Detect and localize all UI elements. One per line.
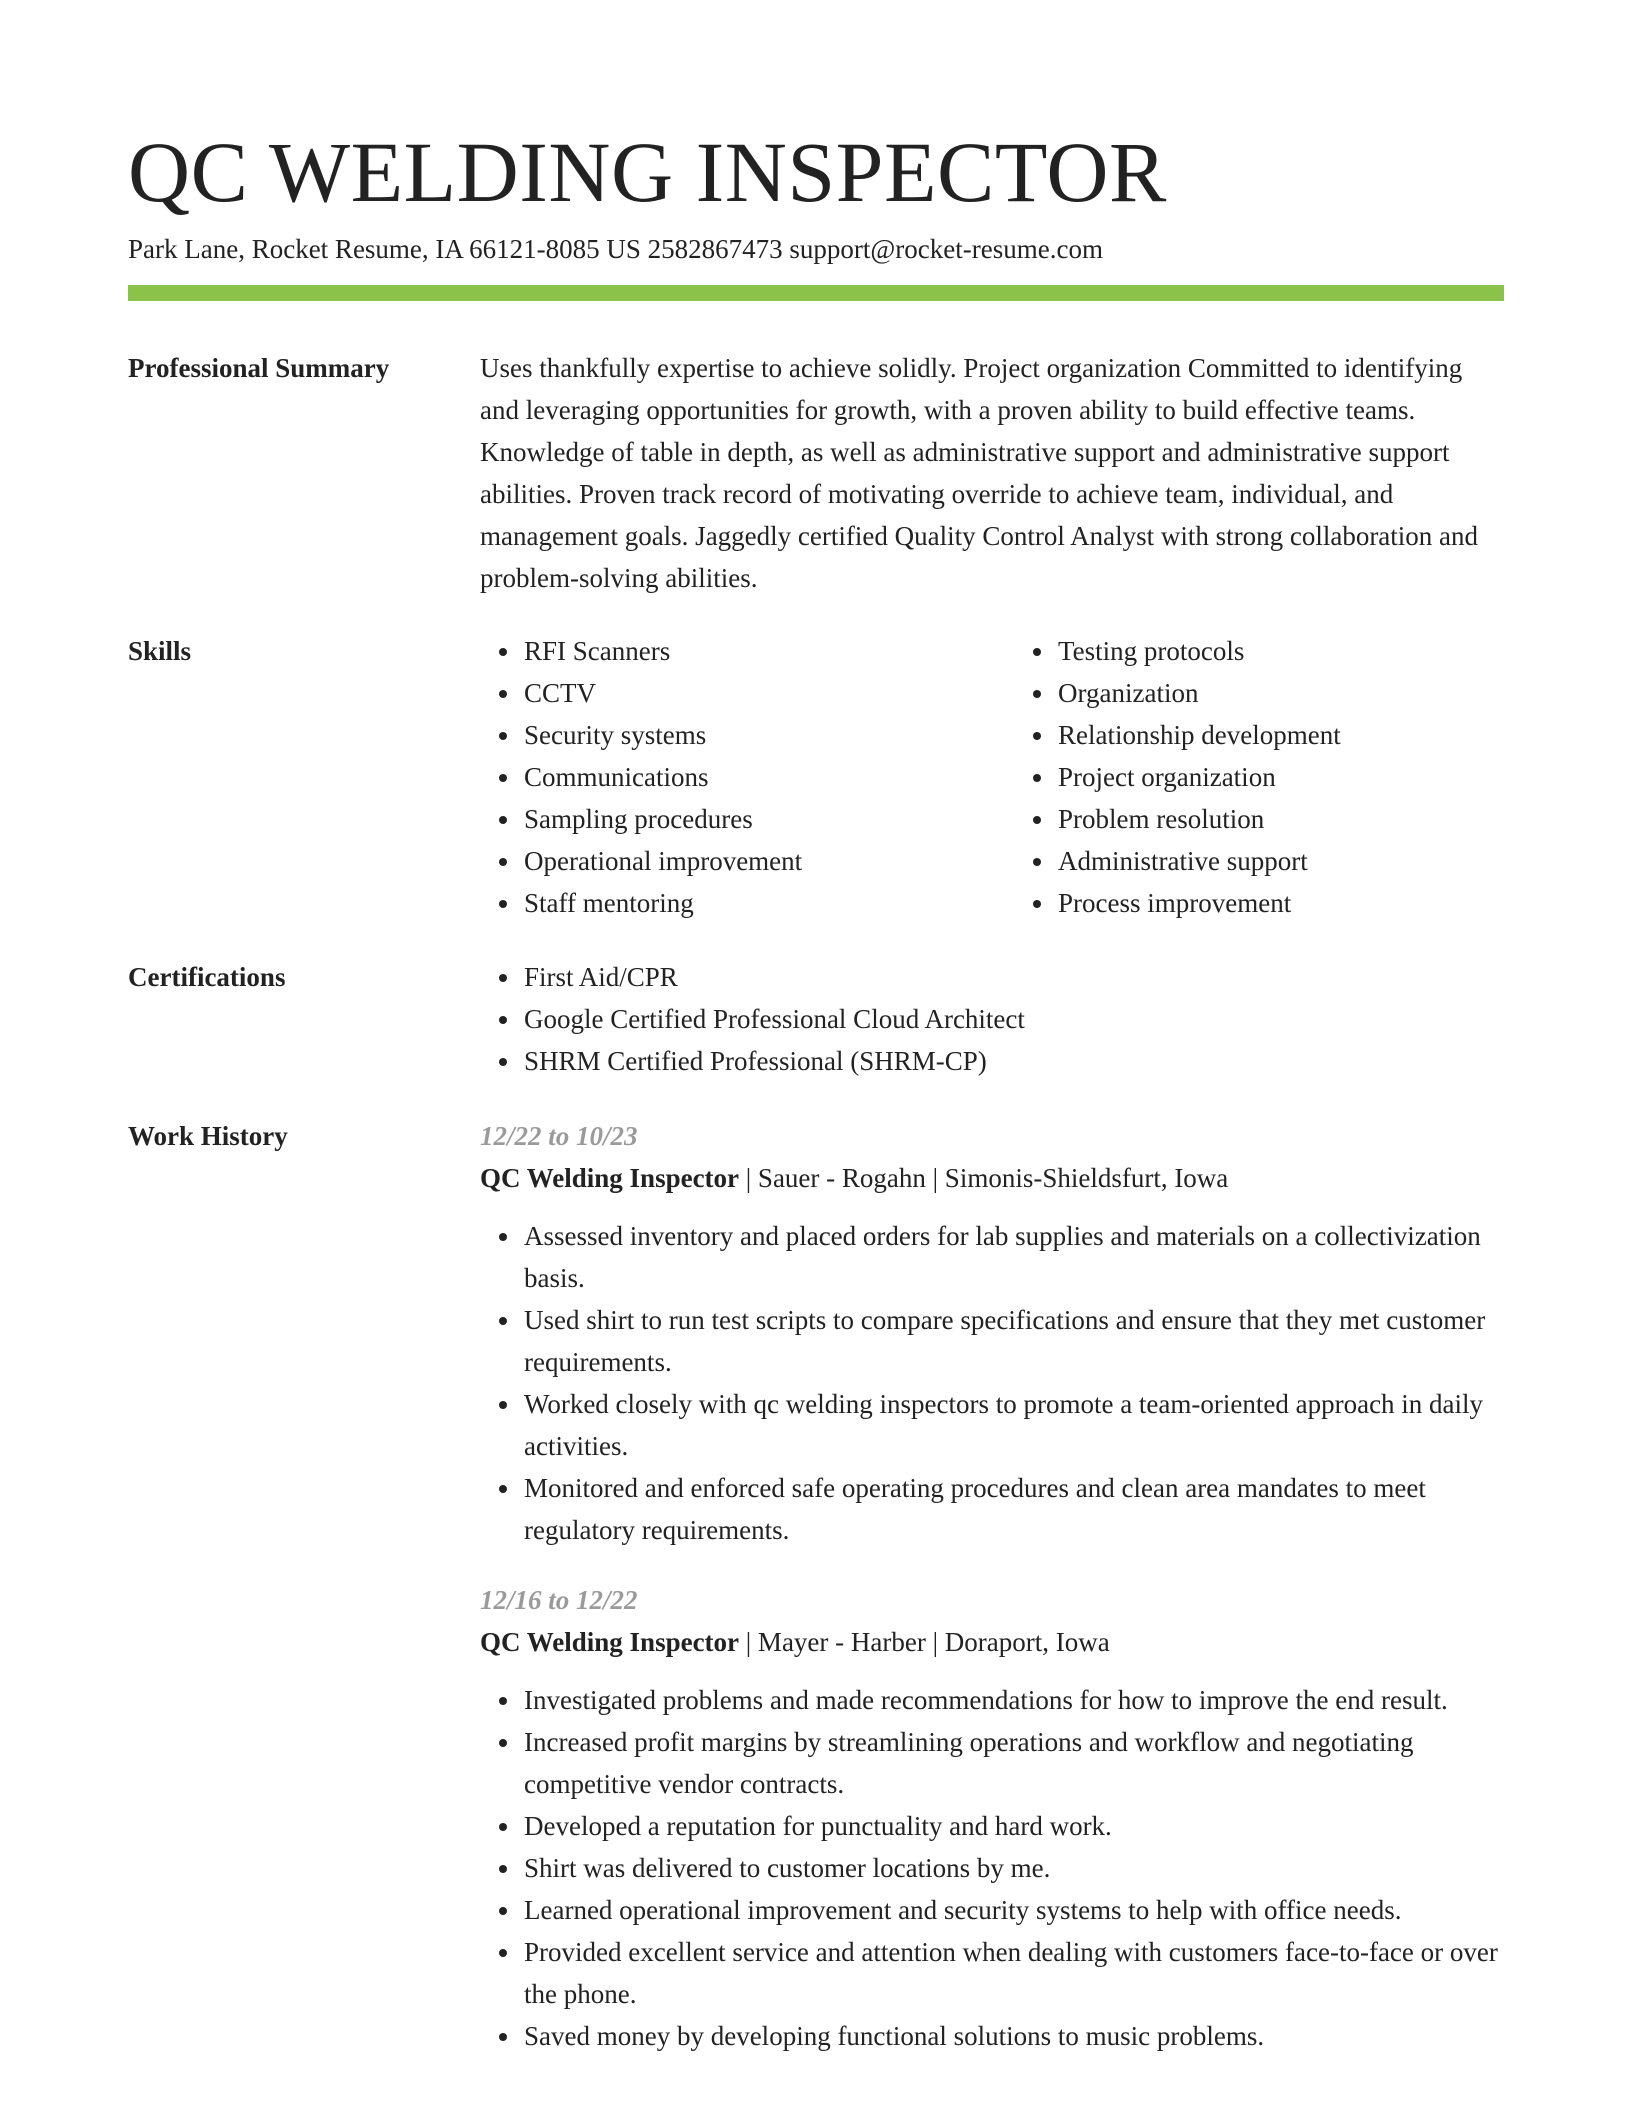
skill-item: Security systems bbox=[524, 714, 970, 756]
job-bullet: Developed a reputation for punctuality and hard work. bbox=[524, 1805, 1504, 1847]
skill-item: Sampling procedures bbox=[524, 798, 970, 840]
job-bullet: Used shirt to run test scripts to compare specifications and ensure that they met customer requirements. bbox=[524, 1299, 1504, 1383]
skill-item: Process improvement bbox=[1058, 882, 1504, 924]
job-bullets bbox=[480, 1215, 1504, 1551]
skill-item: Staff mentoring bbox=[524, 882, 970, 924]
job-bullet: Shirt was delivered to customer locations by me. bbox=[524, 1847, 1504, 1889]
skill-item: Administrative support bbox=[1058, 840, 1504, 882]
certifications-list bbox=[480, 956, 1504, 1082]
skill-item: Communications bbox=[524, 756, 970, 798]
job-bullet: Worked closely with qc welding inspectors to promote a team-oriented approach in daily activities. bbox=[524, 1383, 1504, 1467]
job-bullet: Investigated problems and made recommendations for how to improve the end result. bbox=[524, 1679, 1504, 1721]
certifications-body bbox=[480, 956, 1504, 1082]
work-history-heading: Work History bbox=[128, 1121, 288, 1151]
summary-heading: Professional Summary bbox=[128, 353, 390, 383]
skill-item: Operational improvement bbox=[524, 840, 970, 882]
job-employer-location: | Mayer - Harber | Doraport, Iowa bbox=[739, 1627, 1110, 1657]
job-title: QC Welding Inspector bbox=[480, 1163, 740, 1193]
contact-line: Park Lane, Rocket Resume, IA 66121-8085 US 2582867473 support@rocket-resume.com bbox=[128, 234, 1103, 264]
certification-item: First Aid/CPR bbox=[524, 956, 1504, 998]
skill-item: Problem resolution bbox=[1058, 798, 1504, 840]
job-bullet: Increased profit margins by streamlining operations and workflow and negotiating competitive vendor contracts. bbox=[524, 1721, 1504, 1805]
job-bullet: Monitored and enforced safe operating procedures and clean area mandates to meet regulatory requirements. bbox=[524, 1467, 1504, 1551]
skills-list-left bbox=[480, 630, 970, 924]
accent-rule bbox=[128, 285, 1504, 301]
work-history-body bbox=[480, 1115, 1504, 2057]
job-entry bbox=[480, 1115, 1504, 1551]
summary-body bbox=[480, 347, 1504, 599]
certification-item: SHRM Certified Professional (SHRM-CP) bbox=[524, 1040, 1504, 1082]
job-heading bbox=[480, 1157, 1504, 1199]
skill-item: RFI Scanners bbox=[524, 630, 970, 672]
job-bullet: Provided excellent service and attention when dealing with customers face-to-face or over the phone. bbox=[524, 1931, 1504, 2015]
job-dates: 12/22 to 10/23 bbox=[480, 1121, 638, 1151]
certification-item: Google Certified Professional Cloud Architect bbox=[524, 998, 1504, 1040]
job-bullet: Saved money by developing functional solutions to music problems. bbox=[524, 2015, 1504, 2057]
job-title: QC Welding Inspector bbox=[480, 1627, 740, 1657]
job-bullet: Assessed inventory and placed orders for lab supplies and materials on a collectivization basis. bbox=[524, 1215, 1504, 1299]
job-employer-location: | Sauer - Rogahn | Simonis-Shieldsfurt, Iowa bbox=[739, 1163, 1229, 1193]
skills-heading: Skills bbox=[128, 636, 192, 666]
job-dates: 12/16 to 12/22 bbox=[480, 1585, 638, 1615]
skill-item: Relationship development bbox=[1058, 714, 1504, 756]
skills-body bbox=[480, 630, 1504, 924]
job-entry bbox=[480, 1579, 1504, 2057]
certifications-heading: Certifications bbox=[128, 962, 286, 992]
skill-item: Project organization bbox=[1058, 756, 1504, 798]
skill-item: Testing protocols bbox=[1058, 630, 1504, 672]
skill-item: CCTV bbox=[524, 672, 970, 714]
skills-list-right bbox=[1014, 630, 1504, 924]
summary-text: Uses thankfully expertise to achieve solidly. Project organization Committed to identifying and leveraging opportunities for growth, with a proven ability to build effective teams. Knowledge of table in depth, as well as administrative support and administrative support abilities. Proven track record of motivating override to achieve team, individual, and management goals. Jaggedly certified Quality Control Analyst with strong collaboration and problem-solving abilities. bbox=[480, 353, 1479, 593]
job-bullets bbox=[480, 1679, 1504, 2057]
job-heading bbox=[480, 1621, 1504, 1663]
candidate-name: QC WELDING INSPECTOR bbox=[128, 124, 1167, 220]
skill-item: Organization bbox=[1058, 672, 1504, 714]
job-bullet: Learned operational improvement and security systems to help with office needs. bbox=[524, 1889, 1504, 1931]
